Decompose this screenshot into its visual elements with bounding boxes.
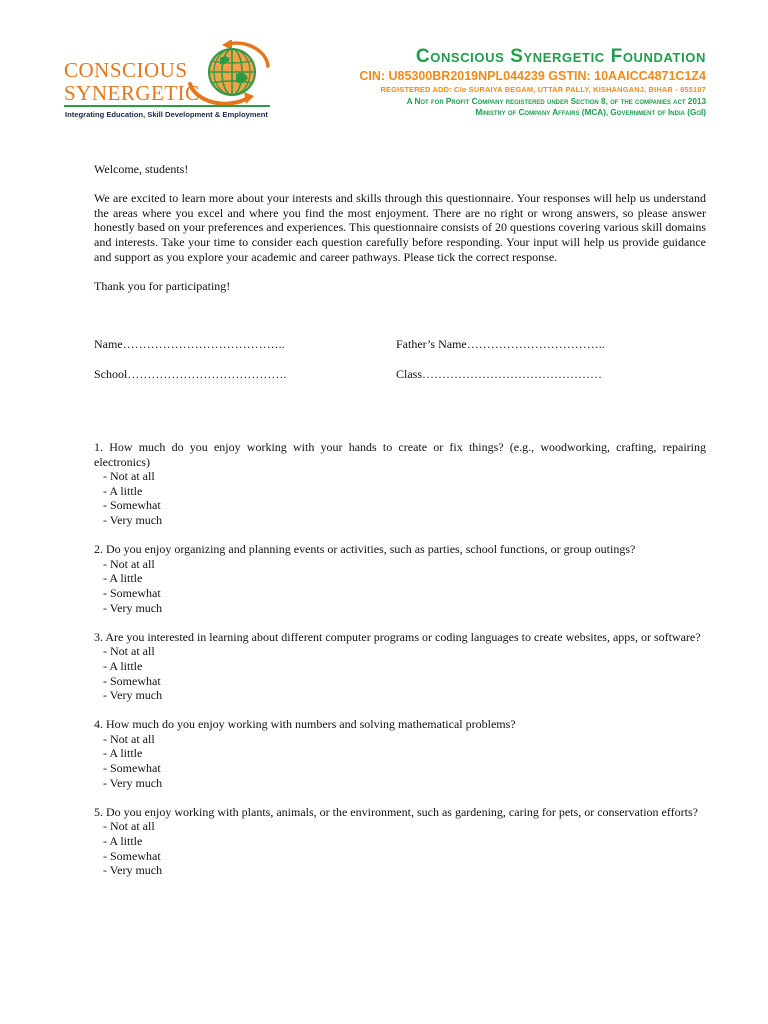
logo-word-conscious: CONSCIOUS — [64, 58, 188, 82]
organization-name: Conscious Synergetic Foundation — [415, 46, 706, 67]
name-field[interactable]: Name………………………………….. — [94, 337, 285, 351]
option-very-much[interactable]: - Very much — [103, 600, 163, 615]
school-field[interactable]: School…………………………………. — [94, 367, 287, 381]
globe-icon — [186, 40, 272, 110]
answer-options — [94, 732, 706, 790]
option-not-at-all[interactable]: - Not at all — [103, 556, 155, 571]
option-not-at-all[interactable]: - Not at all — [103, 469, 155, 484]
fathers-name-field[interactable]: Father’s Name…………………………….. — [396, 337, 605, 351]
question-5 — [94, 805, 706, 878]
option-very-much[interactable]: - Very much — [103, 863, 163, 878]
option-a-little[interactable]: - A little — [103, 571, 143, 586]
option-a-little[interactable]: - A little — [103, 483, 143, 498]
option-a-little[interactable]: - A little — [103, 834, 143, 849]
option-not-at-all[interactable]: - Not at all — [103, 731, 155, 746]
organization-details — [359, 46, 706, 118]
answer-options — [94, 557, 706, 615]
question-text: 1. How much do you enjoy working with your hands to create or fix things? (e.g., woodworking, crafting, repairing electronics) — [94, 440, 706, 469]
answer-options — [94, 819, 706, 877]
introduction — [94, 162, 706, 308]
option-not-at-all[interactable]: - Not at all — [103, 644, 155, 659]
intro-paragraph: We are excited to learn more about your interests and skills through this questionnaire. Your responses will help us understand the areas where you excel and where you find the most enjoyment. There are no right or wrong answers, so please answer honestly based on your preferences and experiences. This questionnaire consists of 20 questions covering various skill domains and interests. Take your time to consider each question carefully before responding. Your input will help us provide guidance and support as you explore your academic and career pathways. Please tick the correct response. — [94, 191, 706, 264]
thank-you-line: Thank you for participating! — [94, 278, 231, 293]
option-somewhat[interactable]: - Somewhat — [103, 673, 161, 688]
class-field[interactable]: Class……………………………………… — [396, 367, 603, 381]
option-somewhat[interactable]: - Somewhat — [103, 585, 161, 600]
option-very-much[interactable]: - Very much — [103, 512, 163, 527]
questionnaire — [94, 440, 706, 892]
question-text: 4. How much do you enjoy working with numbers and solving mathematical problems? — [94, 717, 516, 732]
answer-options — [94, 644, 706, 702]
answer-options — [94, 469, 706, 527]
greeting: Welcome, students! — [94, 162, 189, 176]
cin-gstin-line: CIN: U85300BR2019NPL044239 GSTIN: 10AAICC4871C1Z4 — [359, 69, 706, 83]
question-1 — [94, 440, 706, 528]
question-2 — [94, 542, 706, 615]
letterhead — [0, 0, 768, 135]
question-4 — [94, 717, 706, 790]
nonprofit-statement: A Not for Profit Company registered under Section 8, of the companies act 2013 — [406, 97, 706, 106]
option-very-much[interactable]: - Very much — [103, 775, 163, 790]
option-not-at-all[interactable]: - Not at all — [103, 819, 155, 834]
field-row-name — [94, 337, 706, 352]
logo-word-synergetic: SYNERGETIC — [64, 81, 200, 105]
option-somewhat[interactable]: - Somewhat — [103, 498, 161, 513]
field-row-school — [94, 367, 706, 382]
option-very-much[interactable]: - Very much — [103, 688, 163, 703]
logo-tagline: Integrating Education, Skill Development & Employment — [65, 110, 268, 119]
option-a-little[interactable]: - A little — [103, 658, 143, 673]
option-somewhat[interactable]: - Somewhat — [103, 848, 161, 863]
option-somewhat[interactable]: - Somewhat — [103, 761, 161, 776]
foundation-logo — [56, 40, 270, 120]
logo-divider — [64, 105, 270, 107]
registered-address: REGISTERED ADD: C/o SURAIYA BEGAM, UTTAR PALLY, KISHANGANJ, BIHAR - 855107 — [380, 85, 706, 94]
question-3 — [94, 630, 706, 703]
option-a-little[interactable]: - A little — [103, 746, 143, 761]
question-text: 2. Do you enjoy organizing and planning events or activities, such as parties, school functions, or group outings? — [94, 542, 636, 557]
question-text: 5. Do you enjoy working with plants, animals, or the environment, such as gardening, caring for pets, or conservation efforts? — [94, 804, 698, 819]
ministry-line: Ministry of Company Affairs (MCA), Government of India (GoI) — [475, 108, 706, 117]
question-text: 3. Are you interested in learning about different computer programs or coding languages to create websites, apps, or software? — [94, 629, 701, 644]
